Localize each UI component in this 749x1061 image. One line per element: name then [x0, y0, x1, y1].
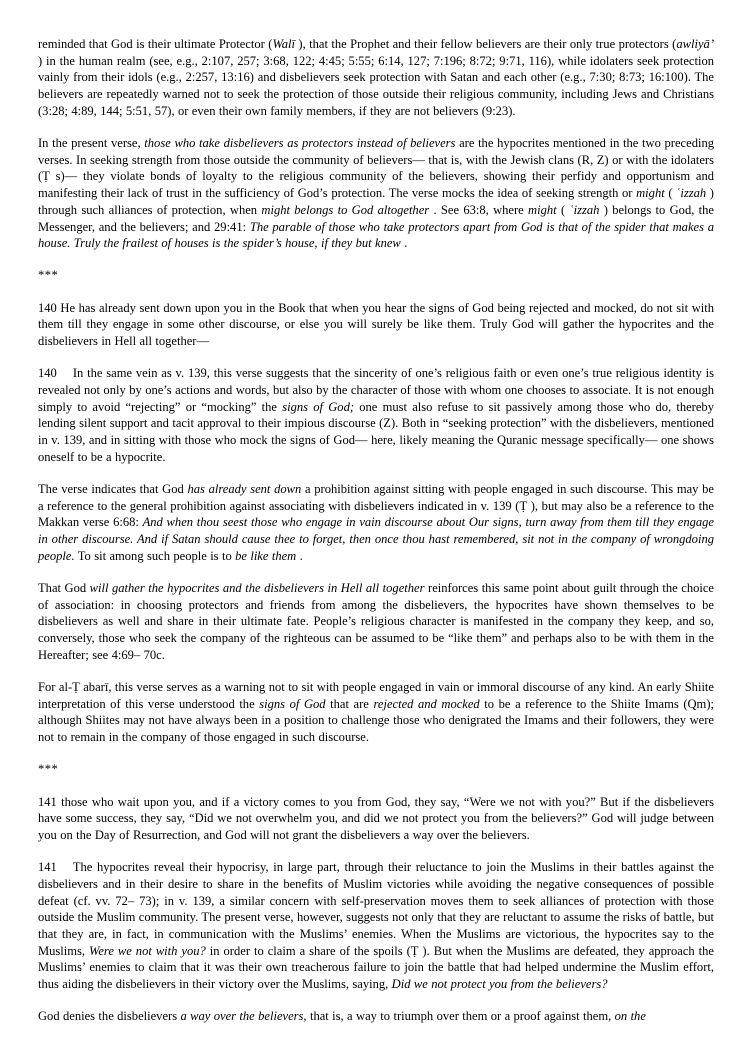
quoted-text: Did we not protect you from the believers? — [391, 977, 608, 992]
body-text: That God — [38, 580, 90, 595]
commentary-paragraph — [38, 679, 714, 746]
body-text: ( — [664, 186, 677, 201]
commentary-number: 140 — [38, 366, 57, 381]
body-text: God denies the disbelievers — [38, 1009, 181, 1024]
body-text: . — [296, 548, 303, 563]
body-text: ) through such alliances of protection, when — [38, 186, 714, 217]
verse-paragraph — [38, 794, 714, 844]
body-text: 140 He has already sent down upon you in the Book that when you hear the signs of God being rejected and mocked, do not sit with them till they engage in some other discourse, or else you will surely be like them. Truly God will gather the hypocrites and the disbelievers in Hell all together— — [38, 300, 714, 349]
body-text: ), that the Prophet and their fellow believers are their only true protectors ( — [294, 37, 677, 51]
quoted-text: ʿizzah — [569, 202, 600, 217]
quoted-text: be like them — [235, 548, 297, 563]
quoted-text: And when thou seest those who engage in vain discourse about Our signs, turn away from them till they engage in other discourse. And if Satan should cause thee to forget, then once thou hast remembered, sit not in the company of wrongdoing people. — [38, 515, 714, 563]
section-separator: *** — [38, 268, 59, 283]
body-text: ( — [556, 202, 570, 217]
body-text: to be a reference to the Shiite Imams (Qm); although Shiites may not have always been in a position to challenge those who denigrated the Imams and their followers, they were not to remain in the company of those engaged in such discourse. — [38, 696, 714, 745]
commentary-paragraph — [38, 36, 714, 120]
quoted-text: rejected and mocked — [373, 696, 480, 711]
commentary-paragraph-numbered — [38, 365, 714, 465]
quoted-text: signs of God — [259, 696, 326, 711]
body-text: in order to claim a share of the spoils (Ṭ ). But when the Muslims are defeated, they approach the Muslims’ enemies to claim that it was their own treacherous failure to join the battle that had helped undermine the Muslim effort, thus aiding the disbelievers in their victory over the Muslims, saying, — [38, 943, 714, 992]
body-text: . See 63:8, where — [429, 202, 529, 217]
quoted-text: might — [528, 202, 557, 217]
body-text: In the same vein as v. 139, this verse suggests that the sincerity of one’s religious faith or even one’s true religious identity is revealed not only by one’s actions and words, but also by the character of those with whom one chooses to associate. It is not enough simply to avoid “rejecting” or “mocking” the — [38, 366, 714, 414]
quoted-text: might belongs to God altogether — [261, 202, 430, 217]
quoted-text: those who take disbelievers as protectors instead of believers — [144, 136, 456, 151]
body-text: reminded that God is their ultimate Protector ( — [38, 37, 273, 51]
body-text: a prohibition against sitting with people engaged in such discourse. This may be a reference to the general prohibition against associating with disbelievers indicated in v. 139 (Ṭ ), but may also be a reference to the Makkan verse 6:68: — [38, 481, 714, 530]
quoted-text: has already sent down — [187, 481, 302, 496]
quoted-text: signs of God; — [282, 399, 355, 414]
commentary-paragraph — [38, 1008, 714, 1025]
verse-paragraph — [38, 300, 714, 350]
body-text: ) in the human realm (see, e.g., 2:107, 257; 3:68, 122; 4:45; 5:55; 6:14, 127; 7:196; 8:72; 9:71, 116), while idolaters seek protection vainly from their idols (e.g., 2:257, 13:16) and disbelievers seek protection with Satan and each other (e.g., 7:30; 8:73; 16:100). The believers are repeatedly warned not to seek the protection of those outside their religious community, including Jews and Christians (3:28; 4:89, 144; 5:51, 57), or even their own family members, if they are not believers (9:23). — [38, 53, 714, 118]
body-text: reinforces this same point about guilt through the choice of association: in choosing protectors and friends from among the disbelievers, the hypocrites have shown themselves to be disbelievers as well and share in their ultimate fate. People’s religious character is manifested in the company they keep, and so, conversely, those who seek the company of the righteous can be assumed to be “like them” and perhaps also to be with them in the Hereafter; see 4:69– 70c. — [38, 580, 714, 662]
body-text: The verse indicates that God — [38, 481, 188, 496]
body-text: 141 those who wait upon you, and if a victory comes to you from God, they say, “Were we not with you?” But if the disbelievers have some success, they say, “Did we not overwhelm you, and did we not protect you from the believers?” God will judge between you on the Day of Resurrection, and God will not grant the disbelievers a way over the believers. — [38, 794, 714, 842]
body-text: To sit among such people is to — [74, 548, 236, 563]
quoted-text: ʿizzah — [676, 186, 707, 201]
quoted-text: on the — [614, 1009, 646, 1024]
section-separator: *** — [38, 762, 59, 777]
commentary-paragraph-numbered — [38, 859, 714, 993]
body-text: . — [400, 236, 408, 251]
commentary-paragraph — [38, 481, 714, 565]
body-text: In the present verse, — [38, 136, 145, 151]
commentary-number: 141 — [38, 860, 57, 875]
body-text: For al-Ṭ abarī, this verse serves as a warning not to sit with people engaged in vain or immoral discourse of any kind. An early Shiite interpretation of this verse understood the — [38, 680, 714, 711]
quoted-text: Were we not with you? — [89, 943, 206, 958]
quoted-text: will gather the hypocrites and the disbelievers in Hell all together — [89, 580, 425, 595]
page-content — [38, 36, 714, 1025]
body-text: ) belongs to God, the Messenger, and the believers; and 29:41: — [38, 202, 714, 234]
quoted-text: might — [636, 186, 665, 201]
body-text: The hypocrites reveal their hypocrisy, in large part, through their reluctance to join the Muslims in their battles against the disbelievers and in their desire to share in the benefits of Muslim victories while avoiding the negative consequences of possible defeat (cf. vv. 72– 73); in v. 139, a similar concern with self-preservation moves them to seek alliances of protection with those outside the Muslim community. The present verse, however, suggests not only that they are reluctant to assume the risks of battle, but that they are, in fact, in communication with the Muslims’ enemies. When the Muslims are victorious, the hypocrites say to the Muslims, — [38, 860, 714, 958]
commentary-paragraph — [38, 580, 714, 664]
body-text: are the hypocrites mentioned in the two preceding verses. In seeking strength from those outside the community of believers— that is, with the Jewish clans (R, Z) or with the idolaters (Ṭ s)— they violate bonds of loyalty to the religious community of the believers, showing their perfidy and opportunism and manifesting their lack of trust in the sufficiency of God’s protection. The verse mocks the idea of seeking strength or — [38, 136, 714, 201]
quoted-text: The parable of those who take protectors apart from God is that of the spider that makes a house. Truly the frailest of houses is the spider’s house, if they but knew — [38, 219, 714, 251]
quoted-text: awliyā’ — [676, 37, 714, 51]
commentary-paragraph — [38, 135, 714, 252]
quoted-text: a way over the believers, — [180, 1009, 307, 1024]
body-text: one must also refuse to sit passively among those who do, thereby lending silent support and tacit approval to their impious discourse (Z). Both in “seeking protection” with the disbelievers, mentioned in v. 139, and in sitting with those who mock the signs of God— here, likely meaning the Quranic message specifically— one shows oneself to be a hypocrite. — [38, 399, 714, 464]
body-text: that are — [325, 696, 374, 711]
body-text: that is, a way to triumph over them or a proof against them, — [306, 1009, 615, 1024]
quoted-text: Walī — [272, 37, 295, 51]
